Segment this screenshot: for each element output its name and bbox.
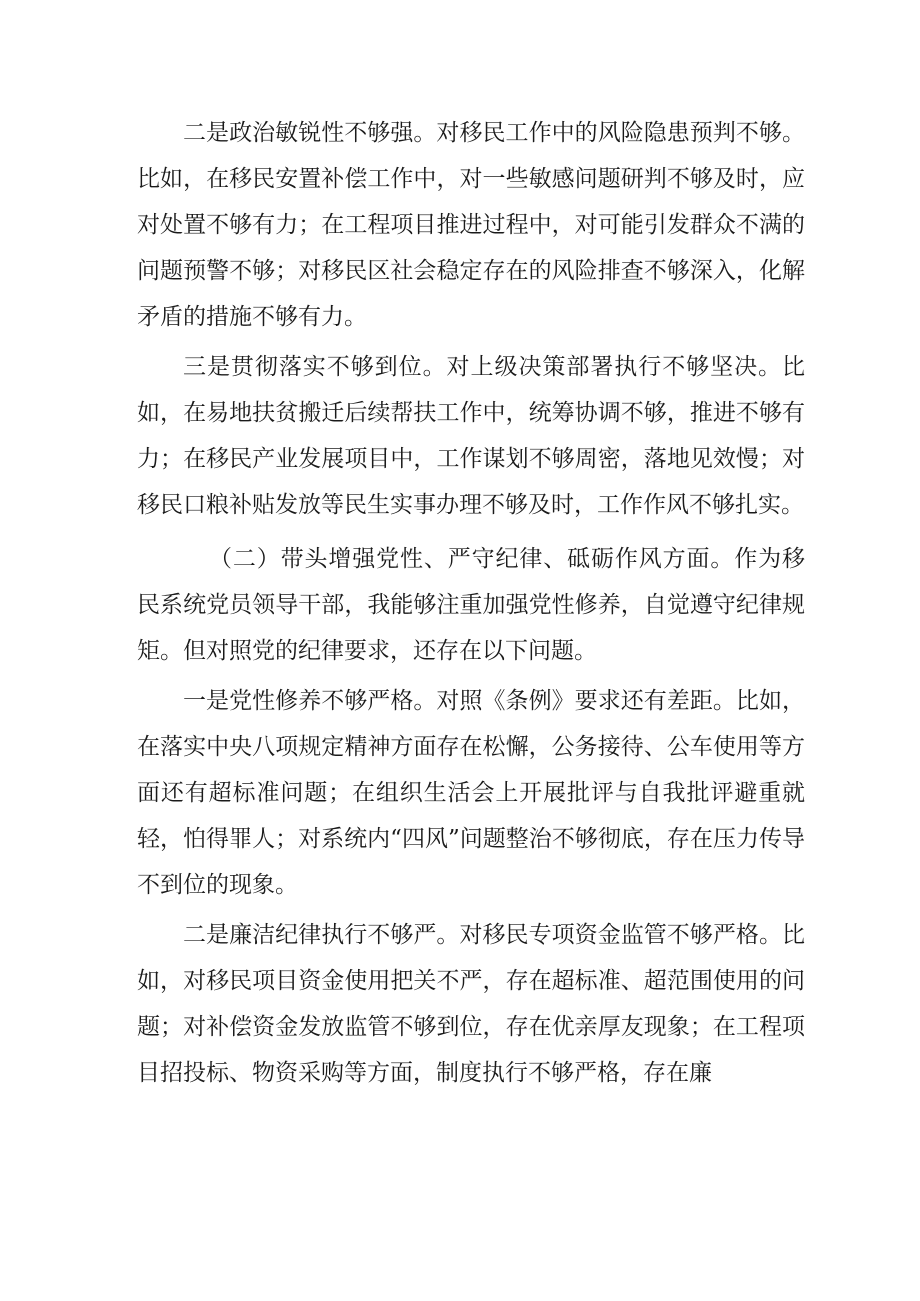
paragraph-integrity-discipline: 二是廉洁纪律执行不够严。对移民专项资金监管不够严格。比如，对移民项目资金使用把关不严，存在超标准、超范围使用的问题；对补偿资金发放监管不够到位，存在优亲厚友现象；在工程项目招投标、物资采购等方面，制度执行不够严格，存在廉	[137, 922, 805, 1086]
paragraph-implementation: 三是贯彻落实不够到位。对上级决策部署执行不够坚决。比如，在易地扶贫搬迁后续帮扶工作中，统筹协调不够，推进不够有力；在移民产业发展项目中，工作谋划不够周密，落地见效慢；对移民口粮补贴发放等民生实事办理不够及时，工作作风不够扎实。	[137, 354, 805, 518]
paragraph-section-two-heading: （二）带头增强党性、严守纪律、砥砺作风方面。作为移民系统党员领导干部，我能够注重加强党性修养，自觉遵守纪律规矩。但对照党的纪律要求，还存在以下问题。	[137, 546, 805, 664]
document-body	[137, 110, 805, 1096]
paragraph-political-sensitivity: 二是政治敏锐性不够强。对移民工作中的风险隐患预判不够。比如，在移民安置补偿工作中，对一些敏感问题研判不够及时，应对处置不够有力；在工程项目推进过程中，对可能引发群众不满的问题预警不够；对移民区社会稳定存在的风险排查不够深入，化解矛盾的措施不够有力。	[137, 120, 805, 330]
paragraph-party-spirit: 一是党性修养不够严格。对照《条例》要求还有差距。比如，在落实中央八项规定精神方面存在松懈，公务接待、公车使用等方面还有超标准问题；在组织生活会上开展批评与自我批评避重就轻，怕得罪人；对系统内“四风”问题整治不够彻底，存在压力传导不到位的现象。	[137, 688, 805, 898]
